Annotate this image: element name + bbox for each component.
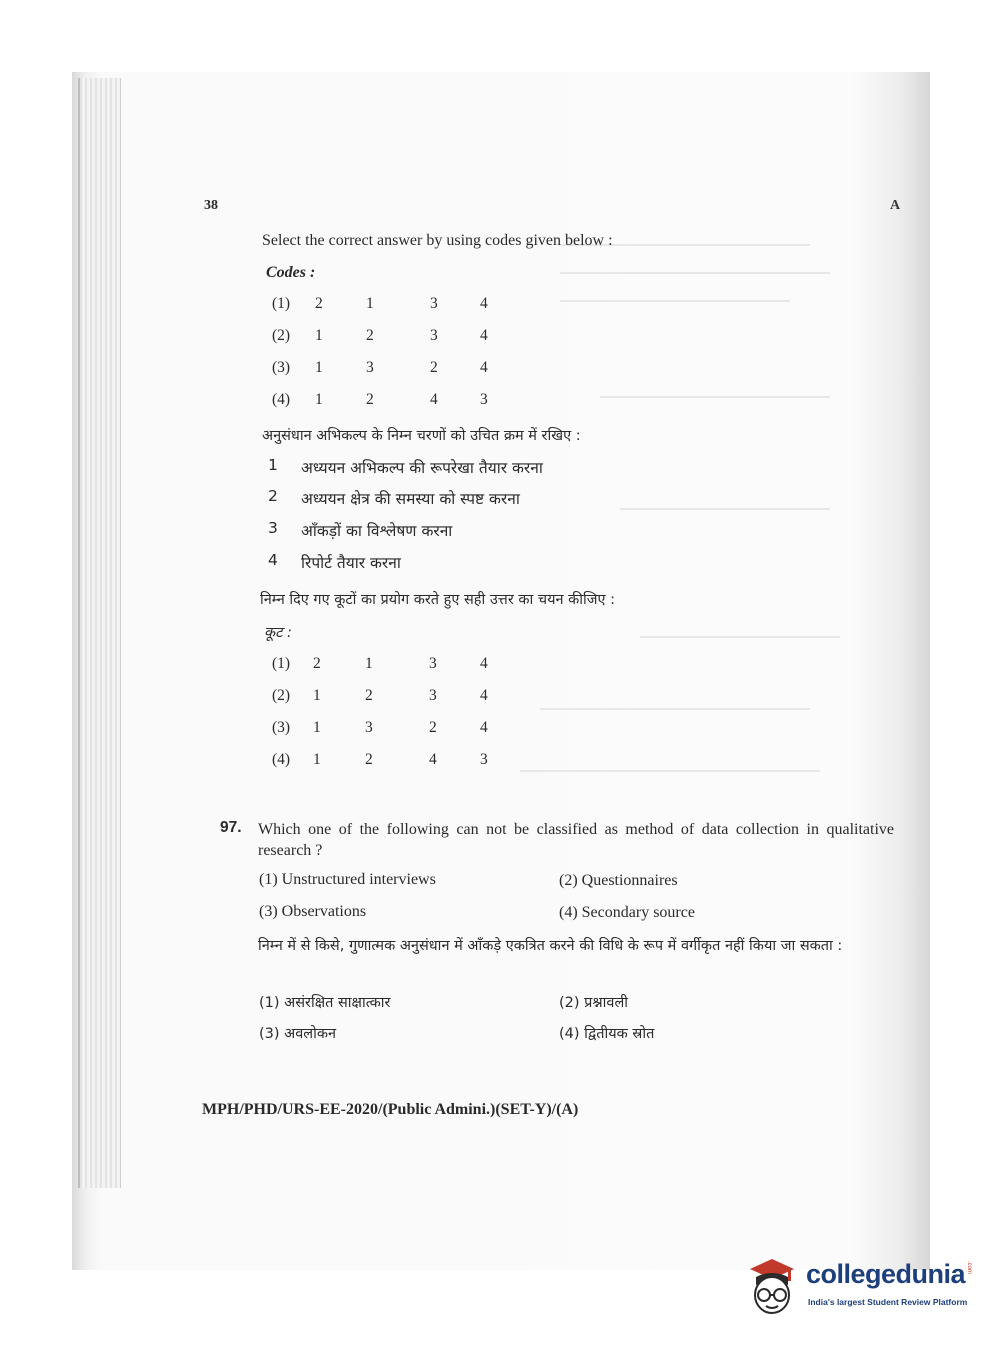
- step-text: अध्ययन अभिकल्प की रूपरेखा तैयार करना: [301, 459, 543, 477]
- code-value: 4: [480, 719, 488, 736]
- code-value: 3: [480, 751, 488, 768]
- code-value: 3: [430, 327, 438, 344]
- code-value: 3: [429, 655, 437, 672]
- show-through-mark: [640, 636, 840, 638]
- show-through-mark: [520, 770, 820, 772]
- option-en: (1) Unstructured interviews: [259, 871, 436, 888]
- question-text-en: Which one of the following can not be classified as method of data collection in qualitative research ?: [258, 821, 894, 859]
- code-label: (2): [272, 687, 291, 704]
- code-value: 3: [366, 359, 374, 376]
- code-value: 1: [313, 751, 321, 768]
- option-hi: (4) द्वितीयक स्रोत: [559, 1026, 655, 1042]
- question-number: 97.: [220, 819, 242, 836]
- code-value: 4: [429, 751, 437, 768]
- code-value: 2: [429, 719, 437, 736]
- option-hi: (3) अवलोकन: [259, 1026, 337, 1042]
- code-label: (4): [272, 751, 291, 768]
- page-number: 38: [204, 198, 218, 213]
- show-through-mark: [560, 272, 830, 274]
- logo-wordmark: collegedunia: [806, 1259, 966, 1289]
- show-through-mark: [560, 300, 790, 302]
- step-number: 1: [268, 456, 278, 474]
- code-value: 2: [315, 295, 323, 312]
- code-value: 2: [430, 359, 438, 376]
- option-hi: (1) असंरक्षित साक्षात्कार: [259, 995, 391, 1011]
- code-label: (4): [272, 391, 291, 408]
- step-text: अध्ययन क्षेत्र की समस्या को स्पष्ट करना: [301, 490, 520, 508]
- set-letter: A: [890, 198, 901, 213]
- step-number: 3: [268, 519, 278, 537]
- option-en: (2) Questionnaires: [559, 872, 678, 889]
- code-label: (3): [272, 719, 291, 736]
- code-value: 3: [480, 391, 488, 408]
- instruction-en: Select the correct answer by using codes given below :: [262, 232, 613, 249]
- code-value: 1: [366, 295, 374, 312]
- code-value: 3: [365, 719, 373, 736]
- code-value: 4: [480, 687, 488, 704]
- code-value: 4: [480, 295, 488, 312]
- instruction-hi: निम्न दिए गए कूटों का प्रयोग करते हुए सही उत्तर का चयन कीजिए :: [260, 592, 616, 608]
- show-through-mark: [540, 708, 810, 710]
- code-label: (3): [272, 359, 291, 376]
- logo-domain: .com: [966, 1261, 972, 1275]
- step-text: रिपोर्ट तैयार करना: [301, 554, 401, 572]
- code-label: (1): [272, 655, 291, 672]
- code-value: 1: [365, 655, 373, 672]
- code-value: 4: [430, 391, 438, 408]
- code-value: 1: [315, 327, 323, 344]
- code-value: 3: [429, 687, 437, 704]
- show-through-mark: [620, 508, 830, 510]
- show-through-mark: [600, 396, 830, 398]
- code-value: 4: [480, 359, 488, 376]
- mascot-icon: [742, 1255, 802, 1321]
- option-hi: (2) प्रश्नावली: [559, 995, 629, 1011]
- question-text-hi: निम्न में से किसे, गुणात्मक अनुसंधान में आँकड़े एकत्रित करने की विधि के रूप में वर्गीकृत नहीं किया जा सकता :: [258, 938, 843, 954]
- code-value: 2: [366, 327, 374, 344]
- code-value: 3: [430, 295, 438, 312]
- option-en: (3) Observations: [259, 903, 367, 920]
- step-number: 2: [268, 487, 278, 505]
- code-value: 1: [313, 687, 321, 704]
- code-label: (1): [272, 295, 291, 312]
- scanned-page: [72, 72, 930, 1270]
- logo-tagline: India's largest Student Review Platform: [808, 1297, 968, 1307]
- code-value: 1: [313, 719, 321, 736]
- option-en: (4) Secondary source: [559, 904, 695, 921]
- step-number: 4: [268, 551, 278, 569]
- code-value: 2: [366, 391, 374, 408]
- paper-code-footer: MPH/PHD/URS-EE-2020/(Public Admini.)(SET-Y)/(A): [202, 1101, 579, 1118]
- codes-label-en: Codes :: [266, 264, 316, 281]
- code-value: 4: [480, 327, 488, 344]
- code-value: 4: [480, 655, 488, 672]
- code-value: 2: [365, 751, 373, 768]
- step-text: आँकड़ों का विश्लेषण करना: [301, 522, 453, 540]
- code-label: (2): [272, 327, 291, 344]
- codes-label-hi: कूट :: [264, 625, 292, 641]
- code-value: 2: [313, 655, 321, 672]
- code-value: 1: [315, 359, 323, 376]
- collegedunia-logo[interactable]: [740, 1255, 980, 1325]
- stem-hi: अनुसंधान अभिकल्प के निम्न चरणों को उचित क्रम में रखिए :: [262, 428, 581, 444]
- page-stack-edge: [78, 78, 121, 1188]
- code-value: 1: [315, 391, 323, 408]
- code-value: 2: [365, 687, 373, 704]
